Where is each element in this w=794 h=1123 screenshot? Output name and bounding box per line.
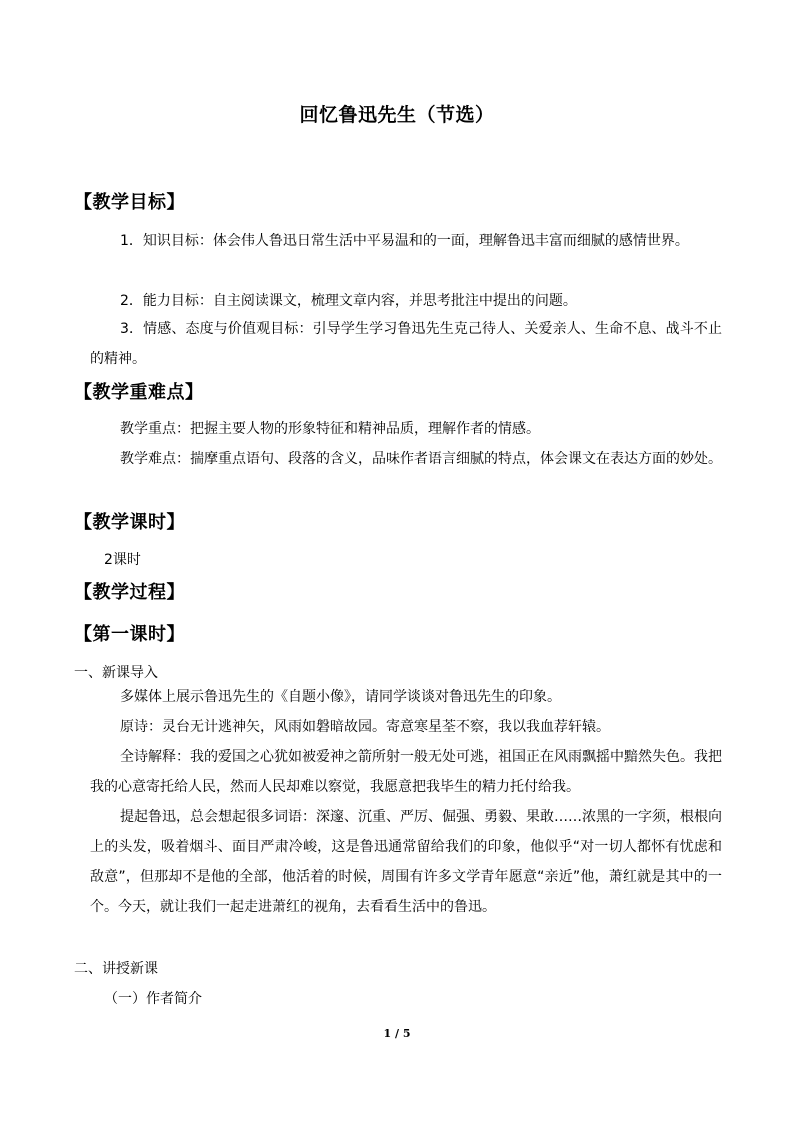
section-heading-objectives: 【教学目标】	[74, 192, 185, 213]
objective-item-2: 2．能力目标：自主阅读课文，梳理文章内容，并思考批注中提出的问题。	[120, 293, 577, 309]
intro-paragraph-1: 多媒体上展示鲁迅先生的《自题小像》，请同学谈谈对鲁迅先生的印象。	[120, 689, 561, 705]
document-title: 回忆鲁迅先生（节选）	[299, 104, 495, 126]
subsection-author-intro: （一）作者简介	[104, 991, 202, 1007]
objective-item-1: 1．知识目标：体会伟人鲁迅日常生活中平易温和的一面，理解鲁迅丰富而细腻的感情世界。	[120, 233, 689, 249]
section-heading-first-lesson: 【第一课时】	[74, 624, 185, 645]
hours-value: 2课时	[104, 552, 141, 568]
intro-paragraph-3: 全诗解释：我的爱国之心犹如被爱神之箭所射一般无处可逃，祖国正在风雨飘摇中黯然失色。我把我的心意寄托给人民，然而人民却难以察觉，我愿意把我毕生的精力托付给我。	[90, 749, 722, 795]
key-point-item-2: 教学难点：揣摩重点语句、段落的含义，品味作者语言细腻的特点，体会课文在表达方面的妙处。	[120, 451, 722, 467]
section-heading-key-points: 【教学重难点】	[74, 382, 204, 403]
intro-paragraph-4: 提起鲁迅，总会想起很多词语：深邃、沉重、严厉、倔强、勇毅、果敢……浓黑的一字须，根根向上的头发，吸着烟斗、面目严肃冷峻，这是鲁迅通常留给我们的印象，他似乎“对一切人都怀有忧虑和敌意”，但那却不是他的全部，他活着的时候，周围有许多文学青年愿意“亲近”他，萧红就是其中的一个。今天，就让我们一起走进萧红的视角，去看看生活中的鲁迅。	[90, 809, 722, 915]
key-point-item-1: 教学重点：把握主要人物的形象特征和精神品质，理解作者的情感。	[120, 421, 540, 437]
intro-paragraph-2: 原诗：灵台无计逃神矢，风雨如磐暗故园。寄意寒星荃不察，我以我血荐轩辕。	[120, 719, 610, 735]
section-heading-process: 【教学过程】	[74, 582, 185, 603]
section-heading-hours: 【教学课时】	[74, 512, 185, 533]
page-number: 1 / 5	[383, 1027, 411, 1040]
part-intro-title: 一、新课导入	[74, 665, 158, 681]
part-teaching-title: 二、讲授新课	[74, 961, 158, 977]
objective-item-3: 3．情感、态度与价值观目标：引导学生学习鲁迅先生克己待人、关爱亲人、生命不息、战斗不止的精神。	[90, 321, 722, 367]
